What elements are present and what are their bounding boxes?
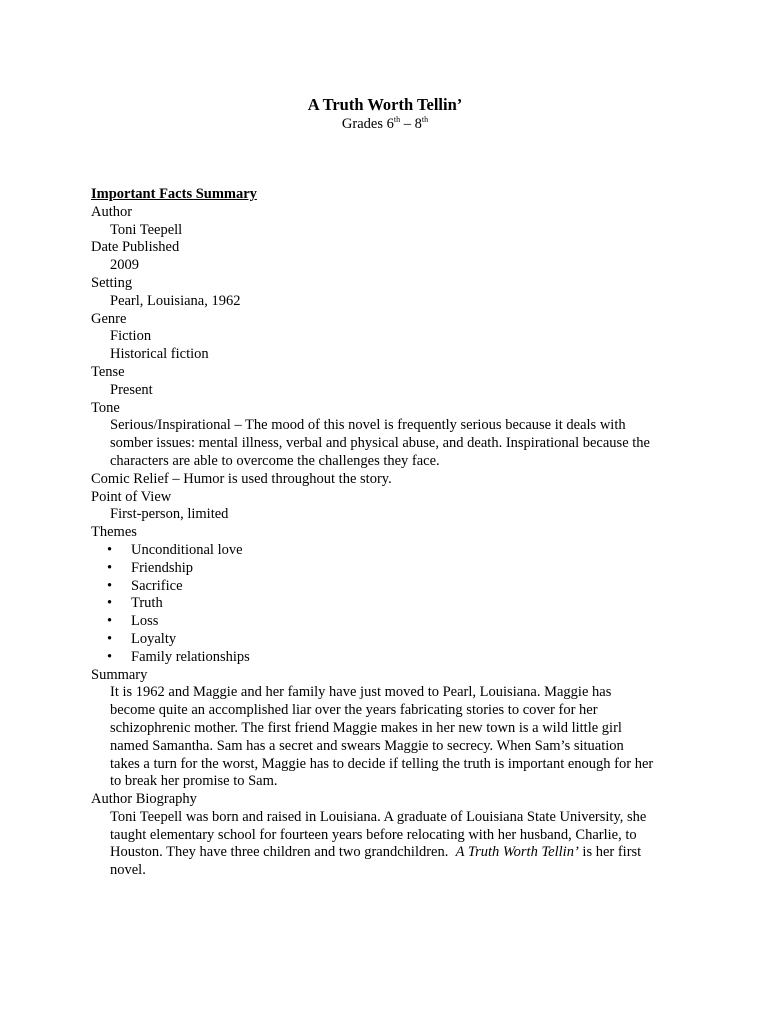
- bullet-icon: •: [107, 577, 113, 594]
- theme-item: [91, 542, 691, 560]
- point-of-view-value: First-person, limited: [110, 506, 229, 523]
- theme-text: Sacrifice: [131, 577, 183, 594]
- genre-value: Fiction: [110, 328, 152, 345]
- summary-line: become quite an accomplished liar over the years fabricating stories to cover for her: [110, 702, 598, 719]
- theme-item: [91, 649, 691, 667]
- setting-value: Pearl, Louisiana, 1962: [110, 292, 241, 309]
- summary-paragraph: [91, 684, 691, 791]
- theme-text: Friendship: [131, 559, 194, 576]
- theme-text: Loyalty: [131, 630, 177, 647]
- facts-summary: [91, 186, 691, 880]
- themes-list: [91, 542, 691, 667]
- tone-label: Tone: [91, 399, 120, 416]
- tone-line: somber issues: mental illness, verbal and physical abuse, and death. Inspirational because the: [110, 435, 650, 452]
- biography-line: Toni Teepell was born and raised in Louisiana. A graduate of Louisiana State University, she: [110, 808, 647, 825]
- author-biography-paragraph: [91, 809, 691, 880]
- subtitle-prefix: Grades 6: [341, 116, 394, 132]
- summary-line: It is 1962 and Maggie and her family have just moved to Pearl, Louisiana. Maggie has: [110, 684, 612, 701]
- subtitle-superscript-1: th: [393, 115, 401, 124]
- comic-relief-text: Comic Relief – Humor is used throughout the story.: [91, 470, 392, 487]
- theme-item: [91, 595, 691, 613]
- bullet-icon: •: [107, 559, 113, 576]
- theme-item: [91, 560, 691, 578]
- bullet-icon: •: [107, 630, 113, 647]
- date-published-value: 2009: [110, 257, 139, 274]
- theme-item: [91, 578, 691, 596]
- genre-label: Genre: [91, 310, 127, 327]
- title-block: [0, 95, 770, 133]
- biography-text: Houston. They have three children and two grandchildren.: [110, 844, 456, 861]
- theme-item: [91, 613, 691, 631]
- bullet-icon: •: [107, 595, 113, 612]
- author-biography-label: Author Biography: [91, 791, 197, 808]
- author-label: Author: [91, 203, 133, 220]
- subtitle-superscript-2: th: [421, 115, 429, 124]
- biography-text: is her first: [578, 844, 642, 861]
- subtitle-middle: – 8: [400, 116, 422, 132]
- biography-line: novel.: [110, 862, 146, 879]
- theme-text: Family relationships: [131, 648, 250, 665]
- genre-value: Historical fiction: [110, 346, 209, 363]
- bullet-icon: •: [107, 541, 113, 558]
- theme-text: Unconditional love: [131, 541, 243, 558]
- themes-label: Themes: [91, 524, 137, 541]
- tone-paragraph: [91, 417, 691, 470]
- summary-line: takes a turn for the worst, Maggie has to decide if telling the truth is important enough for her: [110, 755, 654, 772]
- bullet-icon: •: [107, 613, 113, 630]
- document-title: A Truth Worth Tellin’: [307, 95, 463, 114]
- document-subtitle: [0, 115, 770, 133]
- section-heading: Important Facts Summary: [91, 186, 257, 202]
- theme-item: [91, 631, 691, 649]
- biography-line: [110, 844, 691, 862]
- theme-text: Truth: [131, 595, 163, 612]
- summary-line: to break her promise to Sam.: [110, 773, 278, 790]
- summary-line: schizophrenic mother. The first friend Maggie makes in her new town is a wild little girl: [110, 719, 622, 736]
- author-value: Toni Teepell: [110, 221, 183, 238]
- tone-line: characters are able to overcome the challenges they face.: [110, 452, 440, 469]
- point-of-view-label: Point of View: [91, 488, 172, 505]
- tense-value: Present: [110, 381, 153, 398]
- summary-label: Summary: [91, 666, 148, 683]
- date-published-label: Date Published: [91, 239, 180, 256]
- summary-line: named Samantha. Sam has a secret and swears Maggie to secrecy. When Sam’s situation: [110, 737, 624, 754]
- tone-line: Serious/Inspirational – The mood of this novel is frequently serious because it deals with: [110, 417, 626, 434]
- tense-label: Tense: [91, 363, 125, 380]
- setting-label: Setting: [91, 274, 133, 291]
- bullet-icon: •: [107, 648, 113, 665]
- biography-line: taught elementary school for fourteen years before relocating with her husband, Charlie, to: [110, 826, 637, 843]
- book-title-italic: A Truth Worth Tellin’: [455, 844, 579, 861]
- theme-text: Loss: [131, 613, 159, 630]
